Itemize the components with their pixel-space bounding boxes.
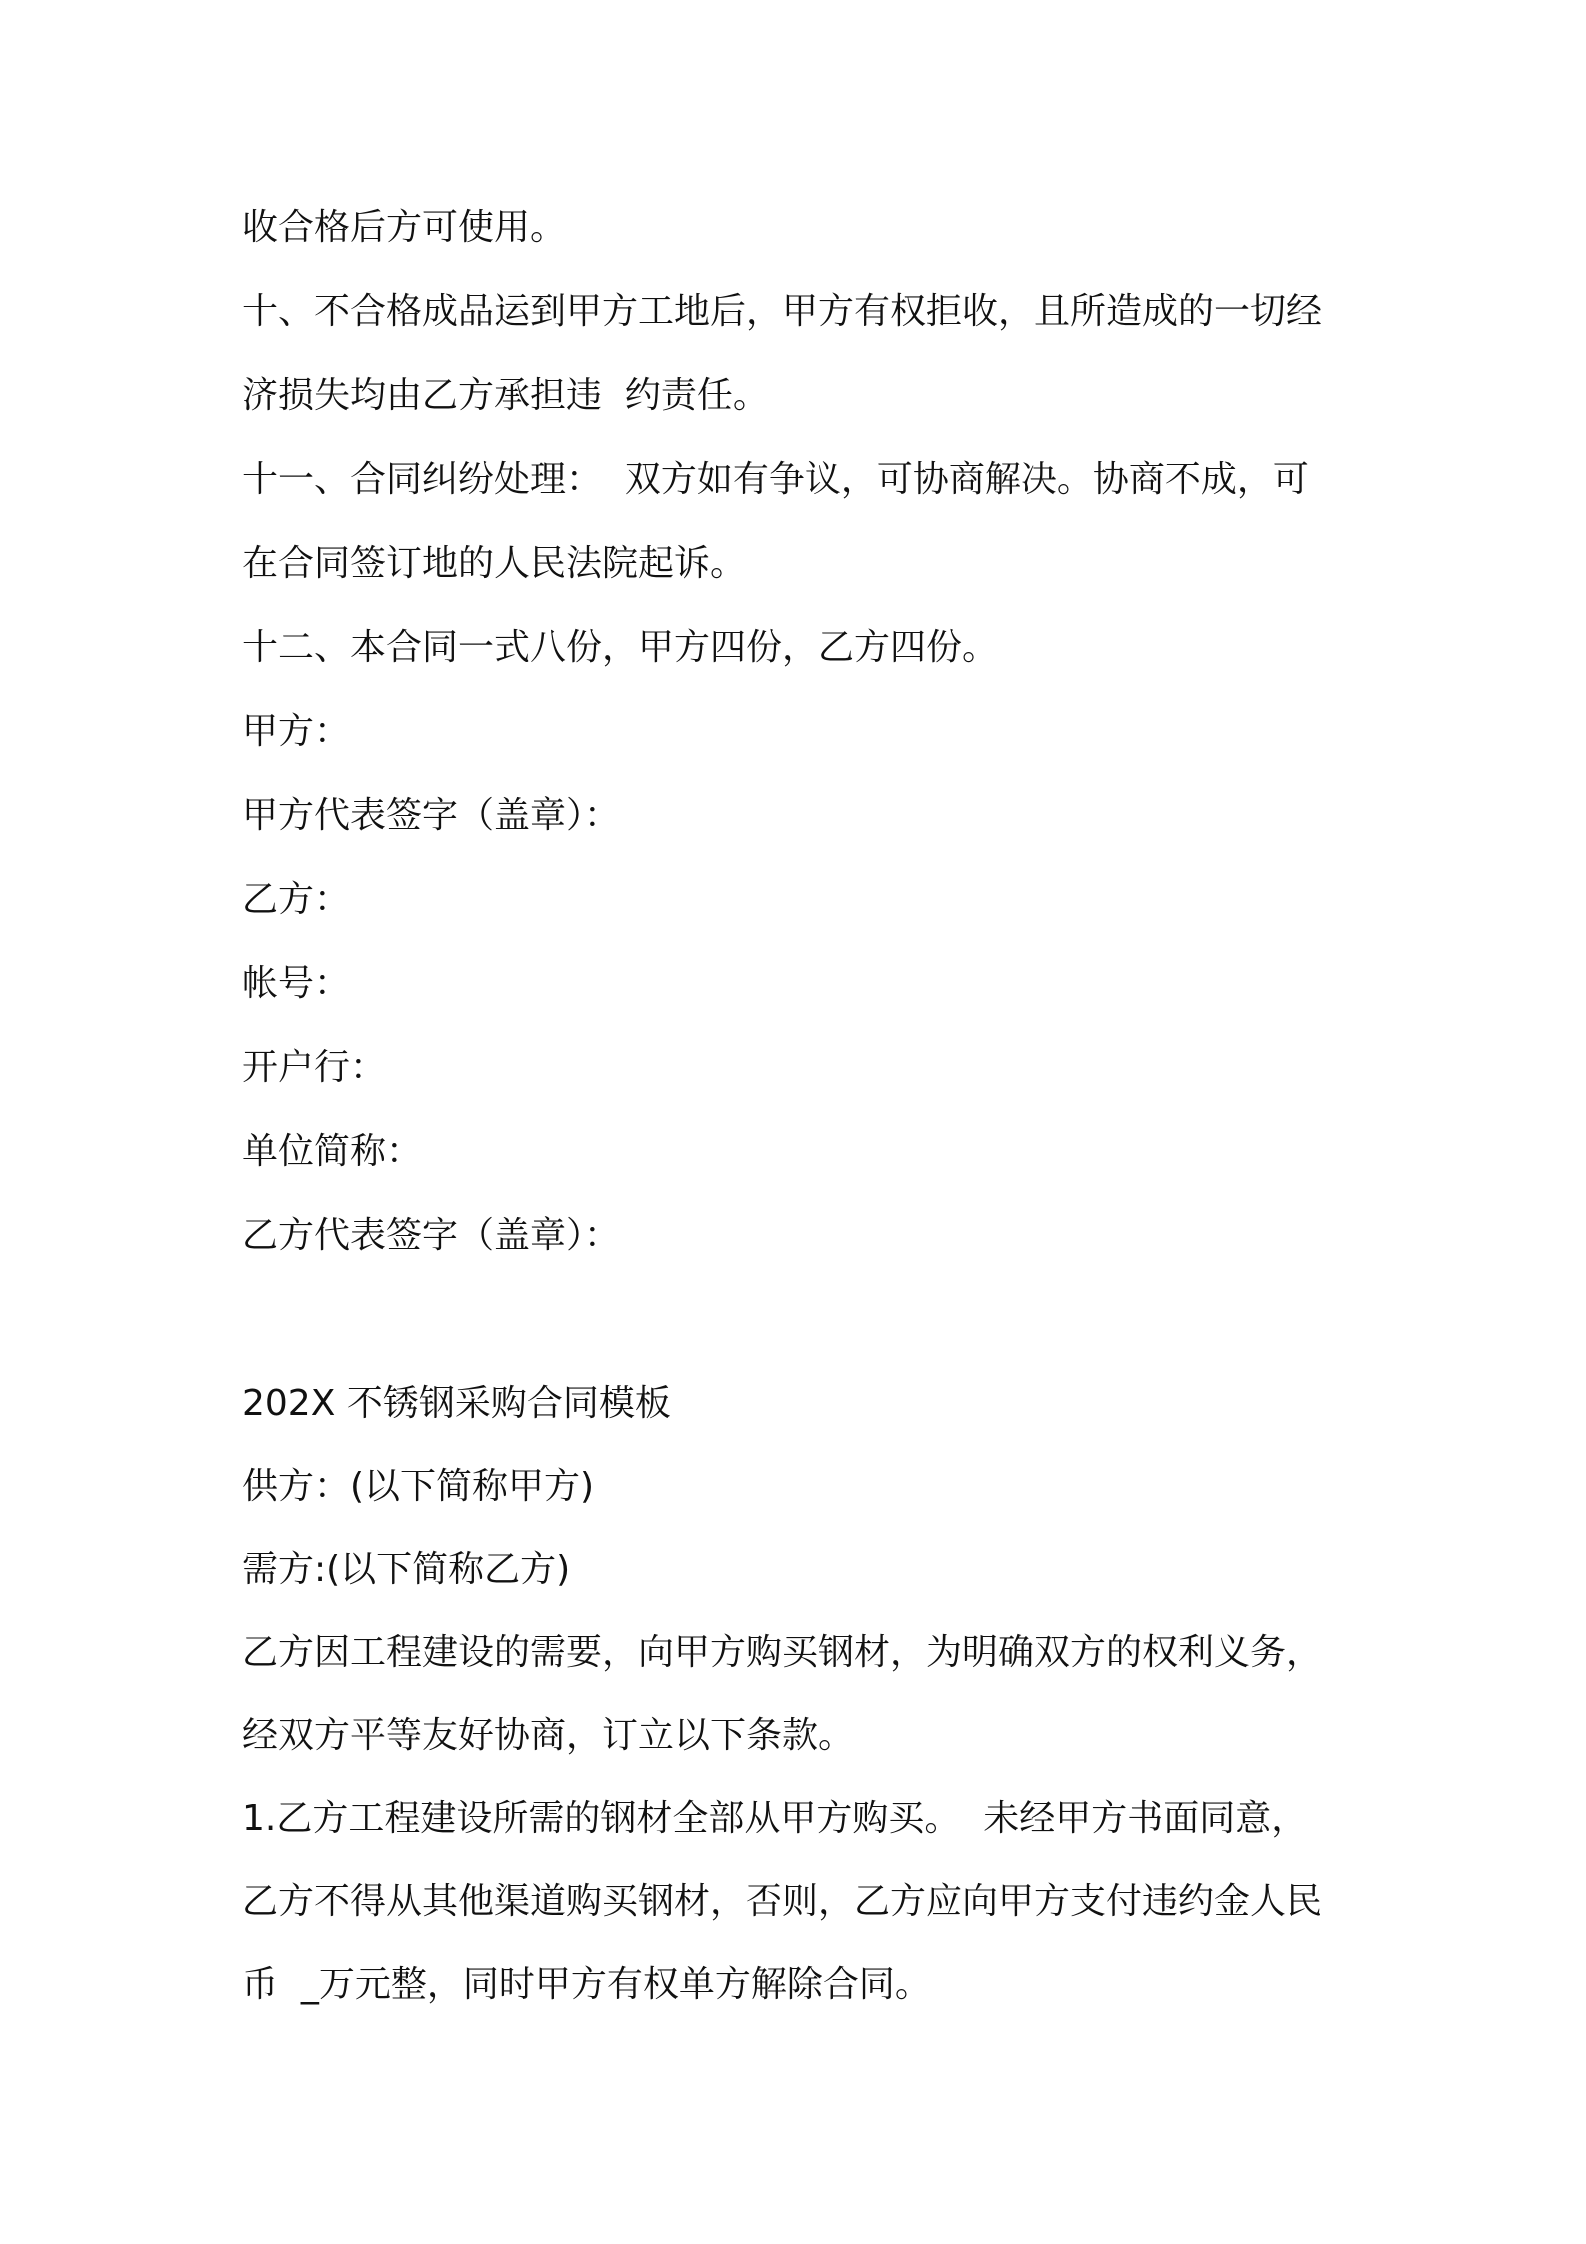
text-line: 币 _万元整，同时甲方有权单方解除合同。 — [242, 1964, 931, 2005]
text-line: 帐号： — [242, 963, 351, 1004]
text-line: 甲方： — [242, 711, 351, 752]
text-line: 供方：(以下简称甲方) — [242, 1466, 595, 1507]
document-title: 202X 不锈钢采购合同模板 — [242, 1383, 671, 1424]
text-line: 收合格后方可使用。 — [242, 207, 567, 248]
text-line: 单位简称： — [242, 1131, 423, 1172]
text-line: 需方:(以下简称乙方) — [242, 1549, 571, 1590]
text-line: 1.乙方工程建设所需的钢材全部从甲方购买。 未经甲方书面同意， — [242, 1798, 1308, 1839]
text-line: 乙方因工程建设的需要，向甲方购买钢材，为明确双方的权利义务， — [242, 1632, 1323, 1673]
text-line: 经双方平等友好协商，订立以下条款。 — [242, 1715, 855, 1756]
text-line: 开户行： — [242, 1047, 387, 1088]
text-line: 济损失均由乙方承担违 约责任。 — [242, 375, 769, 416]
text-line: 十、不合格成品运到甲方工地后，甲方有权拒收，且所造成的一切经 — [242, 291, 1323, 332]
text-line: 在合同签订地的人民法院起诉。 — [242, 543, 747, 584]
text-line: 乙方： — [242, 879, 351, 920]
text-line: 甲方代表签字（盖章）： — [242, 795, 621, 836]
text-line: 十一、合同纠纷处理： 双方如有争议，可协商解决。协商不成，可 — [242, 459, 1309, 500]
text-line: 乙方代表签字（盖章）： — [242, 1215, 621, 1256]
text-line: 乙方不得从其他渠道购买钢材，否则，乙方应向甲方支付违约金人民 — [242, 1881, 1323, 1922]
text-line: 十二、本合同一式八份，甲方四份，乙方四份。 — [242, 627, 999, 668]
